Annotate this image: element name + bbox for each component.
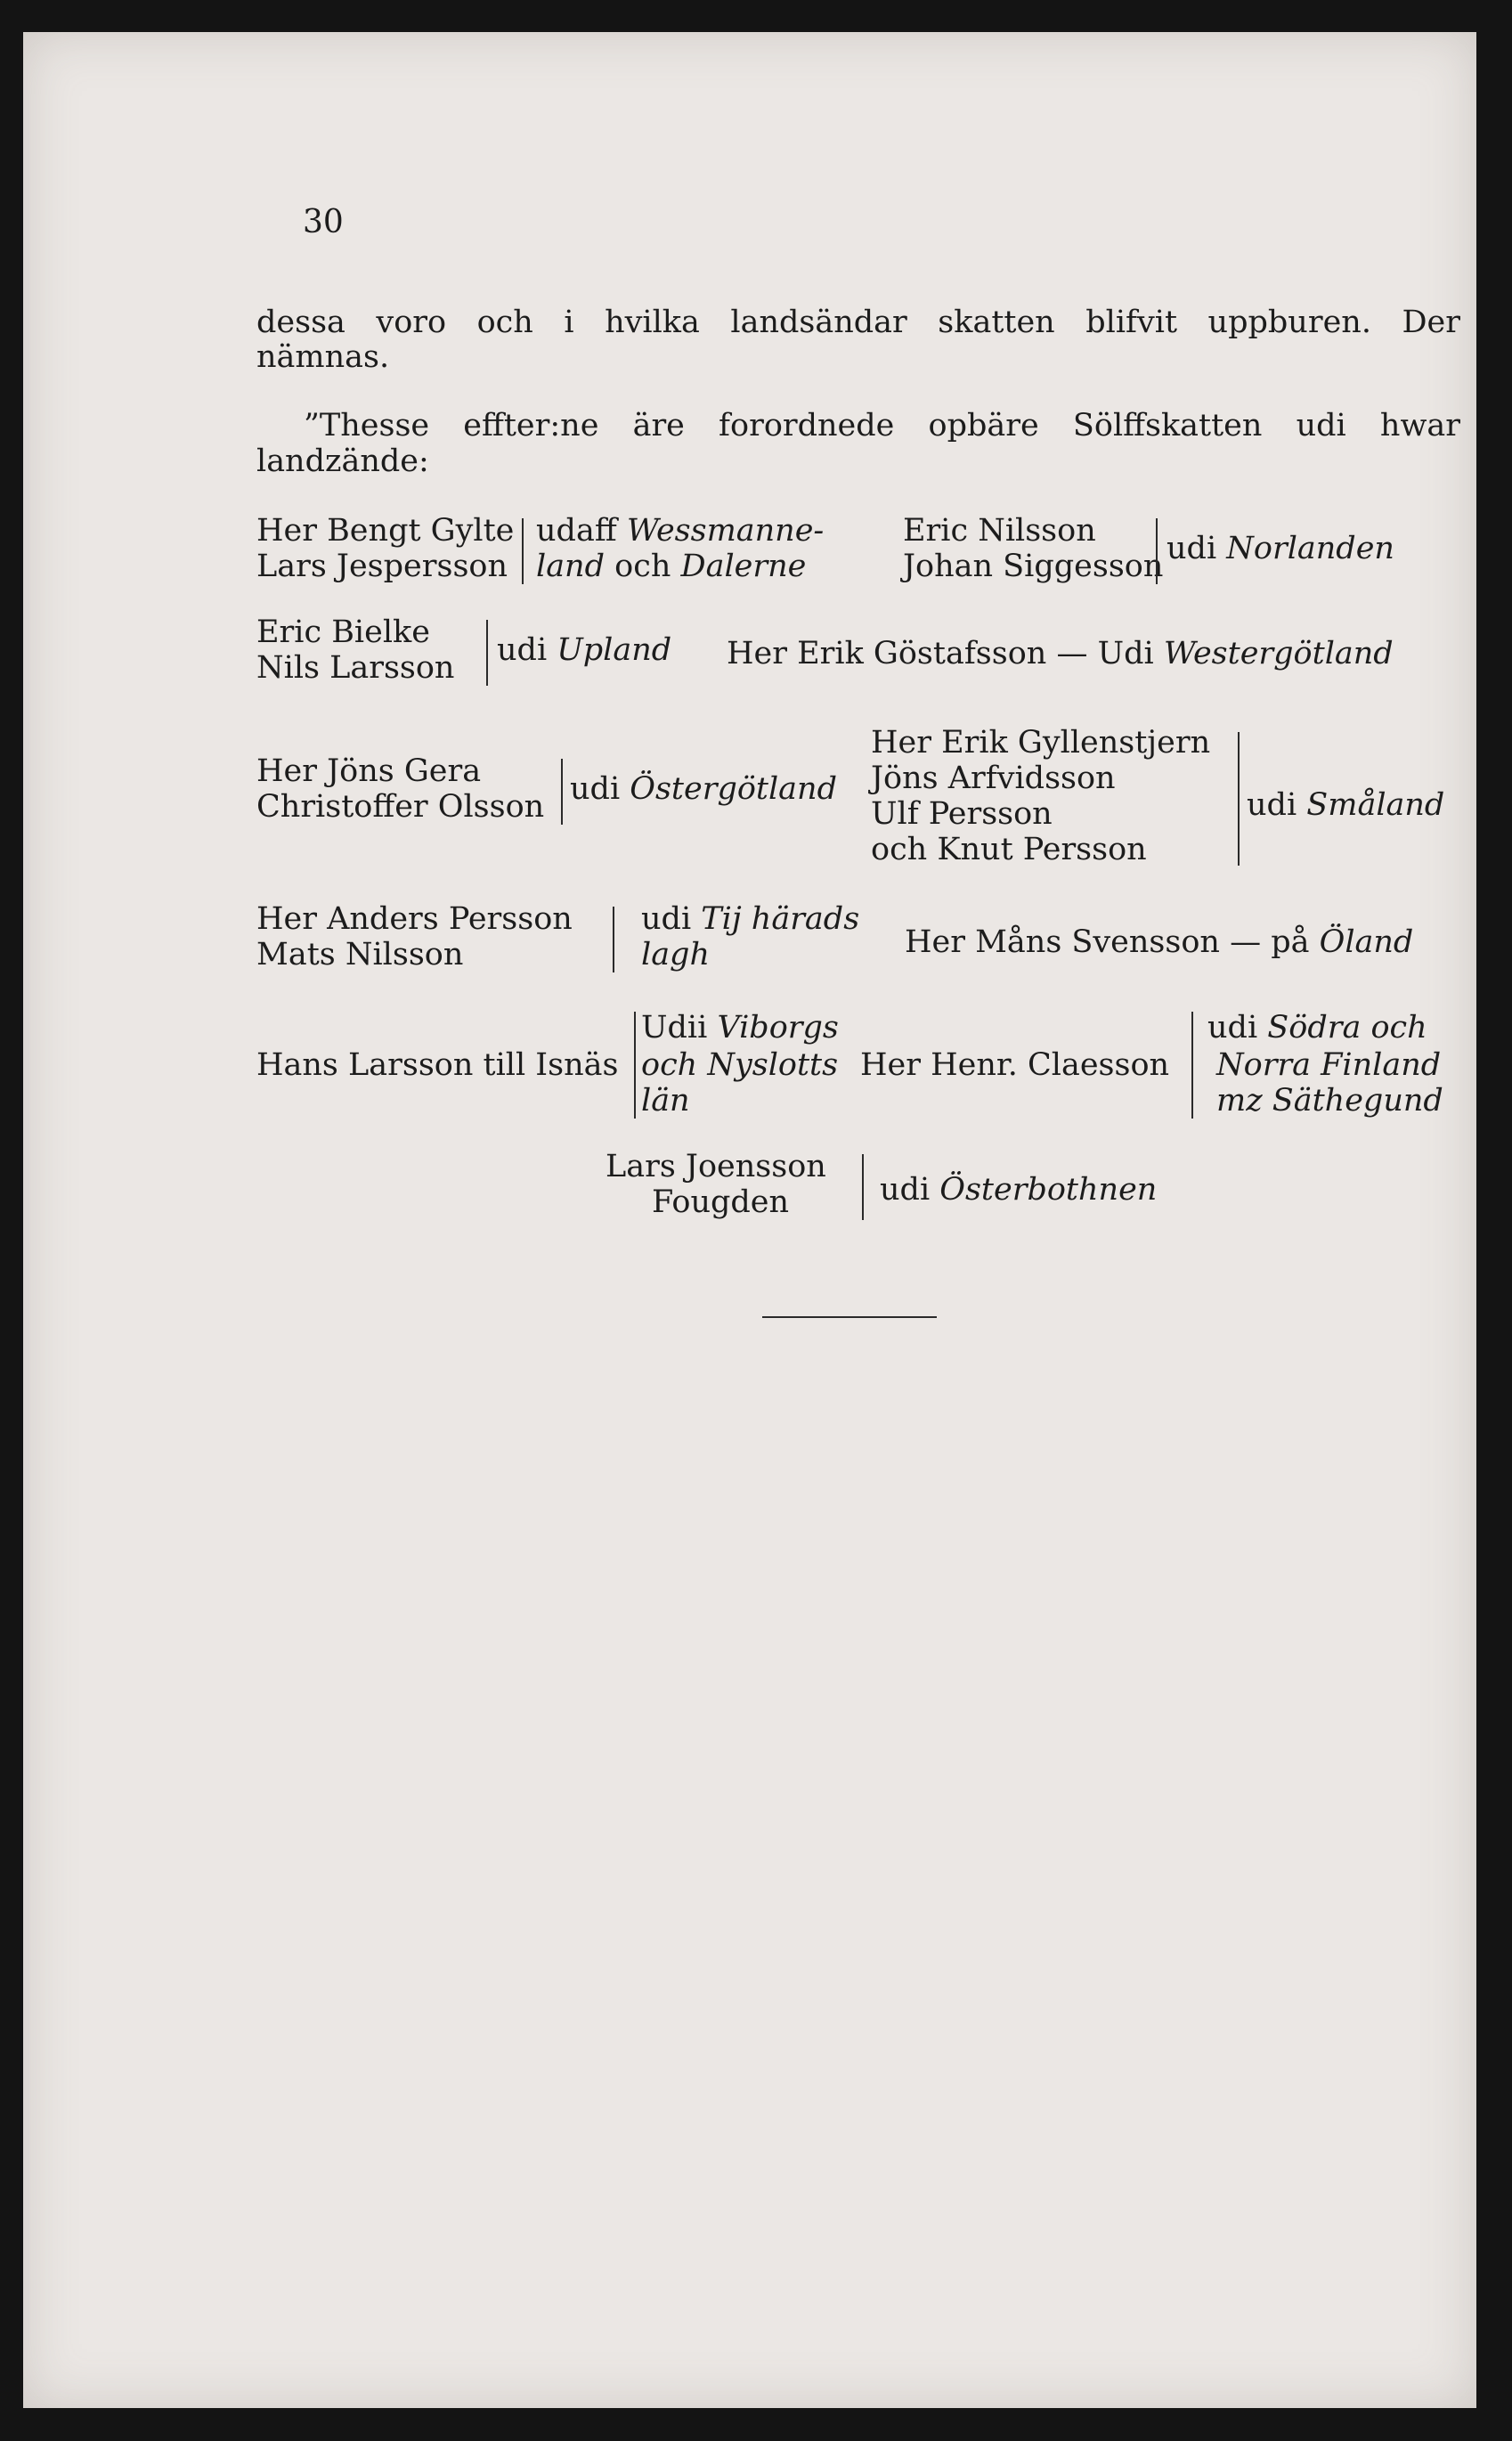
name: Ulf Persson (871, 796, 1053, 832)
name: Nils Larsson (256, 650, 455, 686)
region-text: udi Södra och (1207, 1010, 1427, 1046)
region-text: udi Tij härads (641, 901, 860, 937)
brace (486, 620, 488, 686)
region-text: udaff Wessmanne- (536, 513, 825, 549)
name: Hans Larsson till Isnäs (256, 1047, 619, 1083)
brace (561, 759, 563, 825)
region-text: Udii Viborgs (641, 1010, 839, 1046)
region-text: lagh (641, 937, 711, 972)
name: Her Erik Gyllenstjern (871, 725, 1211, 761)
quote-line-1: ”Thesse effter:ne äre forordnede opbäre Sölffskatten udi hwar (304, 408, 1460, 443)
intro-line-2: nämnas. (256, 339, 390, 375)
region-text: udi Österbothnen (880, 1172, 1158, 1208)
entry-oland: Her Måns Svensson — på Öland (905, 924, 1414, 960)
quote-line-2: landzände: (256, 443, 429, 479)
brace (1191, 1012, 1193, 1119)
region-text: udi Östergötland (570, 771, 837, 807)
region-text: och Nyslotts (641, 1047, 839, 1083)
name: Christoffer Olsson (256, 789, 545, 825)
name: och Knut Persson (871, 832, 1147, 867)
brace (1238, 732, 1240, 866)
name: Mats Nilsson (256, 937, 464, 972)
name: Her Jöns Gera (256, 753, 482, 789)
region-text: län (641, 1083, 690, 1119)
region-text: udi Småland (1247, 787, 1445, 823)
section-divider (762, 1316, 937, 1318)
book-page (23, 32, 1476, 2408)
name: Lars Jespersson (256, 549, 508, 584)
name: Her Henr. Claesson (860, 1047, 1170, 1083)
name: Lars Joensson (606, 1149, 826, 1184)
name: Johan Siggesson (903, 549, 1164, 584)
region-text: udi Upland (497, 632, 672, 668)
page-number: 30 (303, 204, 344, 240)
brace (862, 1154, 864, 1220)
intro-line-1: dessa voro och i hvilka landsändar skatten blifvit uppburen. Der (256, 305, 1460, 340)
name: Jöns Arfvidsson (871, 761, 1116, 796)
brace (634, 1012, 636, 1119)
brace (1156, 518, 1158, 584)
region-text: land och Dalerne (536, 549, 807, 584)
name: Her Bengt Gylte (256, 513, 515, 549)
name: Fougden (652, 1184, 790, 1220)
name: Her Anders Persson (256, 901, 573, 937)
brace (522, 518, 524, 584)
region-text: Norra Finland (1216, 1047, 1442, 1083)
name: Eric Bielke (256, 614, 430, 650)
region-text: udi Norlanden (1167, 531, 1394, 566)
name: Eric Nilsson (903, 513, 1096, 549)
brace (613, 907, 614, 972)
region-text: mz Säthegund (1216, 1083, 1443, 1119)
entry-westergotland: Her Erik Göstafsson — Udi Westergötland (727, 636, 1394, 671)
